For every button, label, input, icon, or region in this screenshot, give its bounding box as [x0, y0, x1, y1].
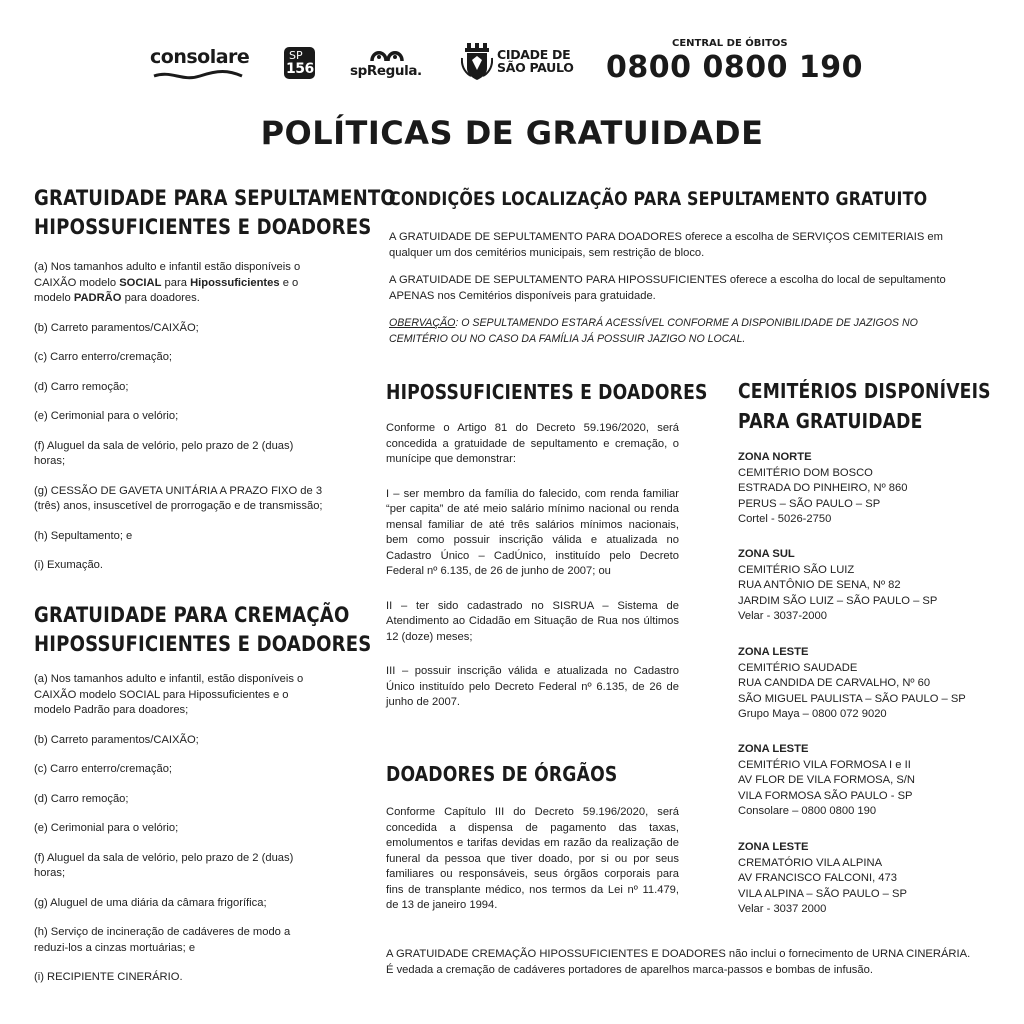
- condicoes-observacao: [389, 316, 977, 347]
- condicoes-heading: [389, 188, 1015, 212]
- zone-name: ZONA SUL: [738, 548, 795, 560]
- sp156-logo-top: SP: [289, 49, 303, 62]
- hipossuficientes-heading-text: HIPOSSUFICIENTES E DOADORES: [386, 380, 708, 404]
- hipossuficientes-paragraph: III – possuir inscrição válida e atualizada no Cadastro Único instituído pelo Decreto Federal nº 6.135, de 26 de junho de 2007.: [386, 665, 679, 708]
- zone-line: VILA ALPINA – SÃO PAULO – SP: [738, 887, 907, 900]
- sepultamento-item: (g) CESSÃO DE GAVETA UNITÁRIA A PRAZO FIXO de 3 (três) anos, insuscetível de prorrogação e de transmissão;: [34, 484, 323, 512]
- cemiterios-heading-line-2: PARA GRATUIDADE: [738, 409, 923, 433]
- cremacao-item: (i) RECIPIENTE CINERÁRIO.: [34, 971, 183, 983]
- central-obitos-phone[interactable]: 0800 0800 190: [606, 50, 864, 85]
- cremacao-item: (f) Aluguel da sala de velório, pelo prazo de 2 (duas) horas;: [34, 851, 294, 879]
- zone-name: ZONA NORTE: [738, 451, 812, 463]
- zone-line: Velar - 3037-2000: [738, 610, 827, 622]
- sp156-logo-bottom: 156: [286, 61, 314, 77]
- zone-line: JARDIM SÃO LUIZ – SÃO PAULO – SP: [738, 594, 938, 607]
- cemiterio-zona-leste-vila-alpina: [738, 840, 988, 918]
- cremacao-item: (h) Serviço de incineração de cadáveres de modo a reduzi-los a cinzas mortuárias; e: [34, 926, 291, 954]
- hipossuficientes-paragraph: Conforme o Artigo 81 do Decreto 59.196/2020, será concedida a gratuidade de sepultamento e cremação, o munícipe que demonstrar:: [386, 422, 679, 465]
- zone-line: CEMITÉRIO SAUDADE: [738, 661, 858, 674]
- zone-line: AV FLOR DE VILA FORMOSA, S/N: [738, 774, 915, 786]
- sepultamento-item: (h) Sepultamento; e: [34, 529, 133, 542]
- cremacao-item: (g) Aluguel de uma diária da câmara frigorífica;: [34, 896, 267, 909]
- footer-line-1: A GRATUIDADE CREMAÇÃO HIPOSSUFICIENTES E DOADORES não inclui o fornecimento de URNA CINERÁRIA.: [386, 948, 971, 960]
- wave-icon: [152, 70, 244, 82]
- cemiterio-zona-leste-vila-formosa: [738, 742, 988, 820]
- zone-name: ZONA LESTE: [738, 841, 809, 853]
- zone-line: PERUS – SÃO PAULO – SP: [738, 497, 881, 510]
- cremacao-item: (b) Carreto paramentos/CAIXÃO;: [34, 733, 199, 746]
- page-title: POLÍTICAS DE GRATUIDADE: [260, 114, 764, 152]
- cemiterio-zona-sul: [738, 547, 988, 625]
- cremacao-heading: [34, 601, 426, 659]
- doadores-body: [386, 805, 679, 933]
- cemiterio-zona-norte: [738, 450, 988, 528]
- cemiterios-heading: [738, 376, 1024, 436]
- sepultamento-item: (e) Cerimonial para o velório;: [34, 410, 179, 422]
- cremacao-item: (a) Nos tamanhos adulto e infantil, estão disponíveis o CAIXÃO modelo SOCIAL para Hipossuficientes e o modelo Padrão para doadores;: [34, 673, 304, 716]
- condicoes-body: [389, 230, 977, 359]
- cidade-line-2: SÃO PAULO: [497, 60, 574, 75]
- zone-line: Consolare – 0800 0800 190: [738, 805, 877, 817]
- sepultamento-list: [34, 260, 324, 588]
- zone-name: ZONA LESTE: [738, 646, 809, 658]
- zone-line: CREMATÓRIO VILA ALPINA: [738, 856, 883, 869]
- zone-line: AV FRANCISCO FALCONI, 473: [738, 872, 897, 884]
- cidade-line-1: CIDADE DE: [497, 47, 571, 62]
- cremacao-item: (e) Cerimonial para o velório;: [34, 822, 179, 834]
- zone-line: SÃO MIGUEL PAULISTA – SÃO PAULO – SP: [738, 692, 966, 705]
- zone-name: ZONA LESTE: [738, 743, 809, 755]
- spregula-logo: [350, 47, 430, 83]
- spregula-mark-icon: [368, 47, 408, 63]
- hipossuficientes-paragraph: II – ter sido cadastrado no SISRUA – Sistema de Atendimento ao Cidadão em Situação de Rua nos últimos 12 (doze) meses;: [386, 599, 679, 643]
- cidade-sao-paulo-text: [497, 48, 574, 74]
- zone-line: RUA ANTÔNIO DE SENA, Nº 82: [738, 579, 901, 591]
- sepultamento-heading-line-1: GRATUIDADE PARA SEPULTAMENTO: [34, 186, 396, 210]
- hipossuficientes-heading: [386, 379, 760, 405]
- spregula-logo-text: spRegula.: [350, 63, 422, 79]
- doadores-heading: [386, 761, 655, 787]
- cremacao-list: [34, 672, 324, 1000]
- sepultamento-item: (b) Carreto paramentos/CAIXÃO;: [34, 321, 199, 334]
- observacao-text: : O SEPULTAMENDO ESTARÁ ACESSÍVEL CONFORME A DISPONIBILIDADE DE JAZIGOS NO CEMITÉRIO OU NO CASO DA FAMÍLIA JÁ POSSUIR JAZIGO NO LOCAL.: [389, 317, 918, 345]
- cremacao-item: (c) Carro enterro/cremação;: [34, 763, 173, 775]
- sepultamento-item: (i) Exumação.: [34, 559, 104, 571]
- sepultamento-item-a: (a) Nos tamanhos adulto e infantil estão disponíveis o CAIXÃO modelo SOCIAL para Hipossuficientes e o modelo PADRÃO para doadores.: [34, 261, 301, 304]
- cemiterios-heading-line-1: CEMITÉRIOS DISPONÍVEIS: [738, 379, 991, 403]
- zone-line: ESTRADA DO PINHEIRO, Nº 860: [738, 482, 908, 494]
- footer-note: [386, 947, 996, 978]
- doadores-paragraph: Conforme Capítulo III do Decreto 59.196/2020, será concedida a dispensa de pagamento das taxas, emolumentos e tarifas devidas em razão da realização de funeral da pessoa que tiver doado, por si ou por seus familiares ou responsáveis, seus órgãos corporais para fins de transplante médico, nos termos da Lei nº 11.479, de 13 de janeiro 1994.: [386, 806, 679, 911]
- observacao-label: OBERVAÇÃO: [389, 317, 456, 329]
- sepultamento-heading-line-2: HIPOSSUFICIENTES E DOADORES: [34, 215, 372, 239]
- condicoes-paragraph-2: A GRATUIDADE DE SEPULTAMENTO PARA HIPOSSUFICIENTES oferece a escolha do local de sepultamento APENAS nos Cemitérios disponíveis para gratuidade.: [389, 274, 946, 302]
- cremacao-heading-line-1: GRATUIDADE PARA CREMAÇÃO: [34, 603, 350, 627]
- condicoes-heading-text: CONDIÇÕES LOCALIZAÇÃO PARA SEPULTAMENTO GRATUITO: [389, 189, 928, 210]
- doadores-heading-text: DOADORES DE ÓRGÃOS: [386, 762, 618, 786]
- hipossuficientes-body: [386, 421, 679, 730]
- sp156-logo: [284, 47, 315, 79]
- sepultamento-item: (d) Carro remoção;: [34, 380, 129, 393]
- consolare-logo-text: consolare: [150, 46, 250, 68]
- footer-line-2: É vedada a cremação de cadáveres portadores de aparelhos marca-passos e bombas de infusão.: [386, 963, 873, 976]
- zone-line: CEMITÉRIO SÃO LUIZ: [738, 563, 855, 576]
- zone-line: CEMITÉRIO DOM BOSCO: [738, 466, 873, 479]
- cremacao-heading-line-2: HIPOSSUFICIENTES E DOADORES: [34, 632, 372, 656]
- zone-line: RUA CANDIDA DE CARVALHO, Nº 60: [738, 677, 931, 689]
- zone-line: CEMITÉRIO VILA FORMOSA I e II: [738, 758, 911, 771]
- hipossuficientes-paragraph: I – ser membro da família do falecido, com renda familiar “per capita” de até meio salário mínimo nacional ou renda mensal familiar de até três salários mínimos nacionais, bem como possuir inscrição válida e atualizada no Cadastro Único – CadÚnico, instituído pelo Decreto Federal nº 6.135, de 26 de junho de 2007; ou: [386, 487, 679, 577]
- zone-line: VILA FORMOSA SÃO PAULO - SP: [738, 789, 913, 802]
- cremacao-item: (d) Carro remoção;: [34, 792, 129, 805]
- consolare-logo: [150, 46, 250, 86]
- central-obitos-label: CENTRAL DE ÓBITOS: [672, 38, 788, 49]
- zone-line: Cortel - 5026-2750: [738, 513, 832, 525]
- zone-line: Grupo Maya – 0800 072 9020: [738, 708, 887, 720]
- cemiterio-zona-leste-saudade: [738, 645, 988, 723]
- sepultamento-item: (c) Carro enterro/cremação;: [34, 351, 173, 363]
- sepultamento-item: (f) Aluguel da sala de velório, pelo prazo de 2 (duas) horas;: [34, 439, 294, 467]
- city-crest-icon: [461, 42, 493, 82]
- condicoes-paragraph-1: A GRATUIDADE DE SEPULTAMENTO PARA DOADORES oferece a escolha de SERVIÇOS CEMITERIAIS em qualquer um dos cemitérios municipais, sem restrição de bloco.: [389, 231, 943, 259]
- cidade-sao-paulo-logo: [461, 42, 601, 84]
- zone-line: Velar - 3037 2000: [738, 903, 827, 915]
